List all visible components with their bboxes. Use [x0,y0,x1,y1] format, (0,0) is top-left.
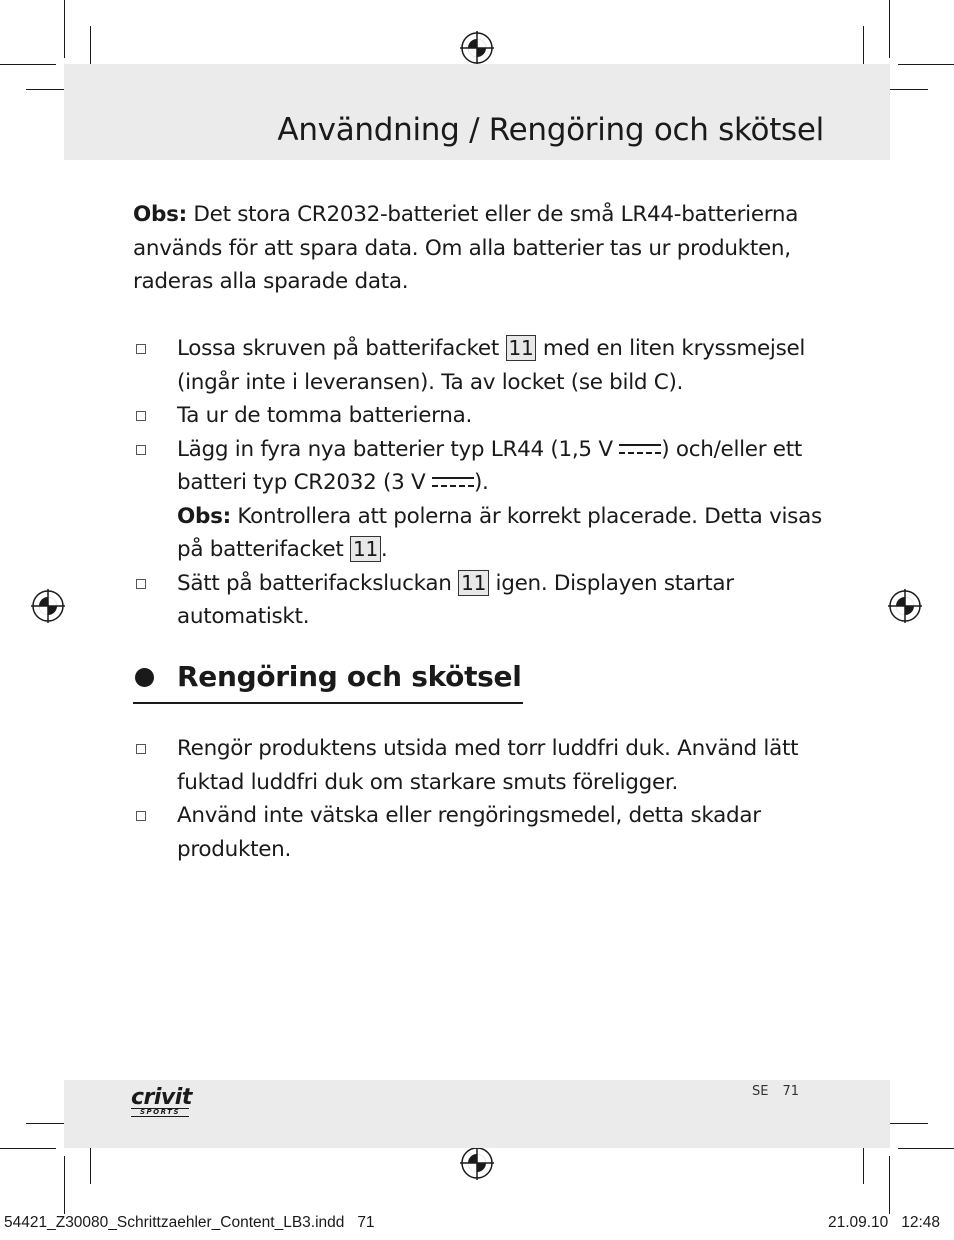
part-reference: 11 [506,335,537,361]
section-heading-text: Rengöring och skötsel [177,660,522,693]
dc-symbol-icon [619,443,661,457]
battery-steps-list [133,332,833,634]
note-label: Obs: [177,503,231,529]
registration-mark-icon [460,1146,494,1180]
step-text: Lägg in fyra nya batterier typ LR44 (1,5 V [177,436,620,462]
checkbox-icon [136,445,146,455]
note-text: Kontrollera att polerna är korrekt placerade. Detta visas på batterifacket [177,503,822,562]
registration-mark-icon [888,589,922,623]
print-slug-date: 21.09.10 12:48 [827,1214,940,1231]
brand-logo-sub: SPORTS [131,1108,189,1117]
note-text: Det stora CR2032-batteriet eller de små LR44-batterierna används för att spara data. Om alla batterier tas ur produkten, raderas alla sparade data. [133,202,799,294]
step-text: Lossa skruven på batterifacket [177,336,506,361]
note-paragraph [133,198,833,299]
registration-mark-icon [31,589,65,623]
page-number-value: 71 [782,1084,800,1099]
crop-mark [898,64,954,65]
list-item [133,799,833,866]
brand-logo: crivit [131,1085,192,1110]
step-text: Använd inte vätska eller rengöringsmedel, detta skadar produkten. [177,803,761,862]
print-slug-file: 54421_Z30080_Schrittzaehler_Content_LB3.indd 71 [4,1214,375,1231]
list-item [133,399,833,433]
checkbox-icon [136,411,146,421]
step-text: Sätt på batterifacksluckan [177,570,459,596]
crop-mark [898,1148,954,1149]
language-code: SE [752,1084,769,1099]
crop-mark [64,1156,65,1214]
step-text: Ta ur de tomma batterierna. [177,403,473,428]
list-item [133,567,833,634]
crop-mark [64,0,65,58]
registration-mark-icon [460,31,494,65]
part-reference: 11 [350,536,381,562]
crop-mark [889,0,890,58]
list-item [133,732,833,799]
step-text: med en liten kryssmejsel (ingår inte i leveransen). Ta av locket (se bild C). [177,336,806,395]
step-text: ). [473,470,489,495]
cleaning-list [133,732,833,866]
list-item [133,332,833,399]
checkbox-icon [136,579,146,589]
note-text: . [380,537,388,562]
step-text: Rengör produktens utsida med torr luddfri duk. Använd lätt fuktad luddfri duk om starkare smuts föreligger. [177,736,799,795]
section-heading [133,660,523,704]
note-label: Obs: [133,202,187,227]
checkbox-icon [136,344,146,354]
crop-mark [0,1148,56,1149]
crop-mark [0,64,56,65]
step-text: igen. Displayen startar automatiskt. [177,570,734,629]
dc-symbol-icon [432,476,474,490]
list-item [133,433,833,567]
part-reference: 11 [458,570,489,596]
page-number [752,1084,799,1099]
page-title: Användning / Rengöring och skötsel [277,112,824,148]
checkbox-icon [136,744,146,754]
step-text: ) och/eller ett batteri typ CR2032 (3 V [177,436,802,495]
crop-mark [889,1156,890,1214]
section-bullet-icon [135,668,154,687]
checkbox-icon [136,811,146,821]
